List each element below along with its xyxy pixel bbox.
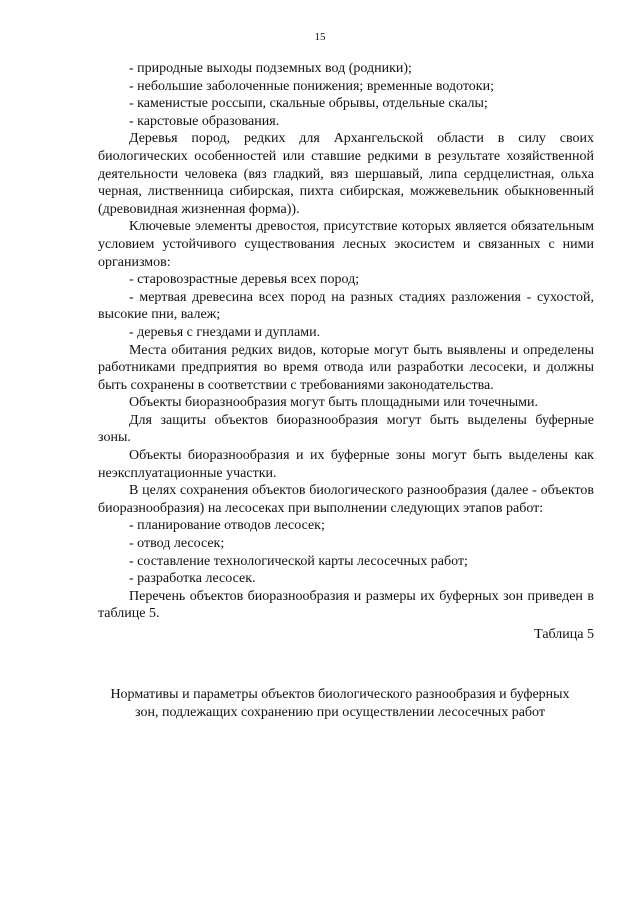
paragraph-rare-trees: Деревья пород, редких для Архангельской области в силу своих биологических особенностей или ставшие редкими в результате хозяйственной деятельности человека (вяз гладкий, вяз шершавый, липа сердцелистная, ольха черная, лиственница сибирская, пихта сибирская, можжевельник обыкновенный (древовидная жизненная форма)). bbox=[98, 131, 594, 217]
list-item-allotment: - отвод лесосек; bbox=[129, 536, 225, 552]
paragraph-key-elements: Ключевые элементы древостоя, присутствие которых является обязательным условием устойчивого существования лесных экосистем и связанных с ними организмов: bbox=[98, 219, 594, 270]
list-item-springs: - природные выходы подземных вод (родники); bbox=[129, 61, 412, 76]
list-item-nest-trees: - деревья с гнездами и дуплами. bbox=[129, 324, 321, 340]
paragraph-habitats: Места обитания редких видов, которые могут быть выявлены и определены работниками предприятия во время отвода или разработки лесосеки, и должны быть сохранены в соответствии с требованиями законодательства. bbox=[98, 342, 594, 393]
list-item-deadwood: - мертвая древесина всех пород на разных стадиях разложения - сухостой, высокие пни, валеж; bbox=[98, 289, 594, 323]
list-item-planning: - планирование отводов лесосек; bbox=[129, 518, 325, 534]
page-number: 15 bbox=[314, 31, 326, 43]
paragraph-buffer-zones: Для защиты объектов биоразнообразия могут быть выделены буферные зоны. bbox=[98, 412, 594, 446]
list-item-tech-map: - составление технологической карты лесосечных работ; bbox=[129, 553, 468, 569]
list-item-harvesting: - разработка лесосек. bbox=[129, 571, 256, 587]
paragraph-purpose: В целях сохранения объектов биологического разнообразия (далее - объектов биоразнообразия) на лесосеках при выполнении следующих этапов работ: bbox=[98, 483, 594, 516]
paragraph-object-types: Объекты биоразнообразия могут быть площадными или точечными. bbox=[129, 395, 538, 411]
list-item-wetlands: - небольшие заболоченные понижения; временные водотоки; bbox=[129, 78, 494, 94]
list-item-old-trees: - старовозрастные деревья всех пород; bbox=[129, 272, 360, 288]
table-label: Таблица 5 bbox=[534, 627, 594, 642]
paragraph-table-reference: Перечень объектов биоразнообразия и размеры их буферных зон приведен в таблице 5. bbox=[98, 588, 594, 622]
list-item-rocks: - каменистые россыпи, скальные обрывы, отдельные скалы; bbox=[129, 96, 488, 112]
table-caption-line-1: Нормативы и параметры объектов биологического разнообразия и буферных bbox=[110, 687, 570, 702]
list-item-karst: - карстовые образования. bbox=[129, 113, 280, 129]
table-caption-line-2: зон, подлежащих сохранению при осуществлении лесосечных работ bbox=[135, 704, 545, 720]
paragraph-unused-areas: Объекты биоразнообразия и их буферные зоны могут быть выделены как неэксплуатационные участки. bbox=[98, 448, 594, 481]
table-caption bbox=[60, 686, 620, 721]
document-body bbox=[98, 60, 594, 644]
